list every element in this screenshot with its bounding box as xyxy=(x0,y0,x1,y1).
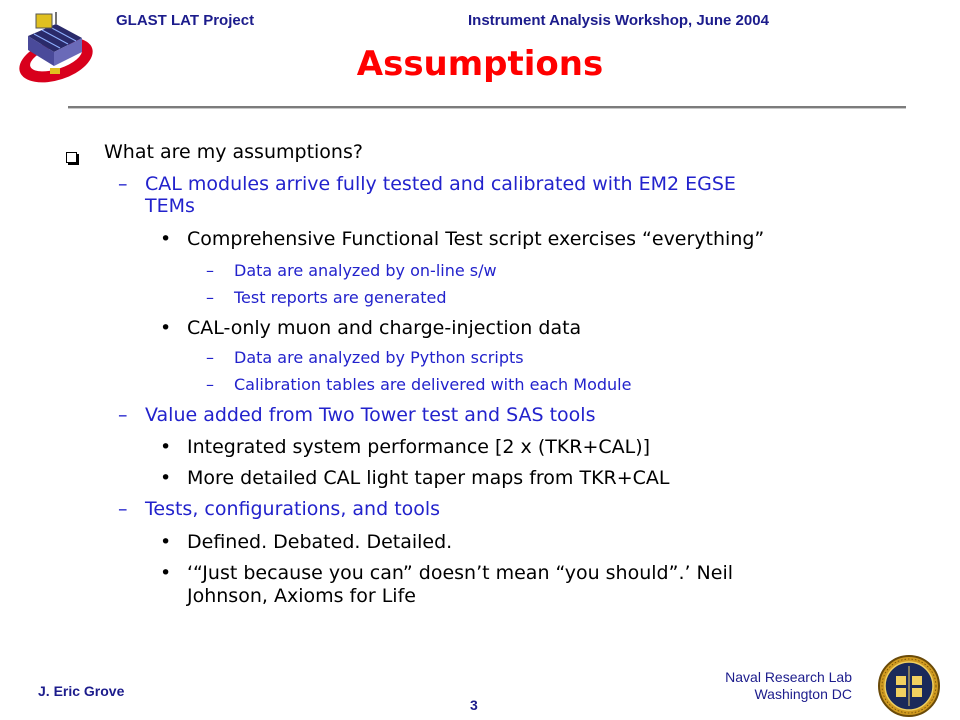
bullet-defined: Defined. Debated. Detailed. xyxy=(187,531,453,553)
bullet-cal-modules-cont: TEMs xyxy=(145,195,195,217)
dash-marker: – xyxy=(118,404,128,426)
bullet-value-added: Value added from Two Tower test and SAS tools xyxy=(145,404,596,426)
dot-marker: • xyxy=(160,562,172,584)
title-divider xyxy=(68,106,906,109)
dot-marker: • xyxy=(160,436,172,458)
bullet-python-scripts: Data are analyzed by Python scripts xyxy=(234,348,524,367)
bullet-question: What are my assumptions? xyxy=(104,141,363,163)
page-number: 3 xyxy=(470,697,478,713)
slide-title: Assumptions xyxy=(356,44,604,84)
bullet-system-performance: Integrated system performance [2 x (TKR+CAL)] xyxy=(187,436,651,458)
dot-marker: • xyxy=(160,228,172,250)
bullet-light-taper: More detailed CAL light taper maps from TKR+CAL xyxy=(187,467,670,489)
nrl-seal-icon xyxy=(874,654,944,718)
bullet-muon-data: CAL-only muon and charge-injection data xyxy=(187,317,582,339)
bullet-functional-test: Comprehensive Functional Test script exercises “everything” xyxy=(187,228,765,250)
bullet-test-reports: Test reports are generated xyxy=(234,288,447,307)
project-name: GLAST LAT Project xyxy=(116,12,255,29)
lab-location: Washington DC xyxy=(754,686,852,702)
bullet-cal-modules: CAL modules arrive fully tested and calibrated with EM2 EGSE xyxy=(145,173,736,195)
bullet-calibration-tables: Calibration tables are delivered with each Module xyxy=(234,375,632,394)
dash-marker: – xyxy=(118,173,128,195)
dash-marker: – xyxy=(206,348,214,367)
dash-marker: – xyxy=(206,261,214,280)
bullet-quote: ‘“Just because you can” doesn’t mean “you should”.’ Neil xyxy=(187,562,734,584)
dot-marker: • xyxy=(160,467,172,489)
dot-marker: • xyxy=(160,531,172,553)
dot-marker: • xyxy=(160,317,172,339)
checkbox-bullet-icon xyxy=(66,152,77,163)
author-name: J. Eric Grove xyxy=(38,683,125,699)
bullet-online-analysis: Data are analyzed by on-line s/w xyxy=(234,261,497,280)
lab-name: Naval Research Lab xyxy=(725,669,852,685)
bullet-tests-tools: Tests, configurations, and tools xyxy=(145,498,441,520)
dash-marker: – xyxy=(206,288,214,307)
event-name: Instrument Analysis Workshop, June 2004 xyxy=(468,12,769,29)
dash-marker: – xyxy=(118,498,128,520)
bullet-quote-cont: Johnson, Axioms for Life xyxy=(187,585,416,607)
dash-marker: – xyxy=(206,375,214,394)
